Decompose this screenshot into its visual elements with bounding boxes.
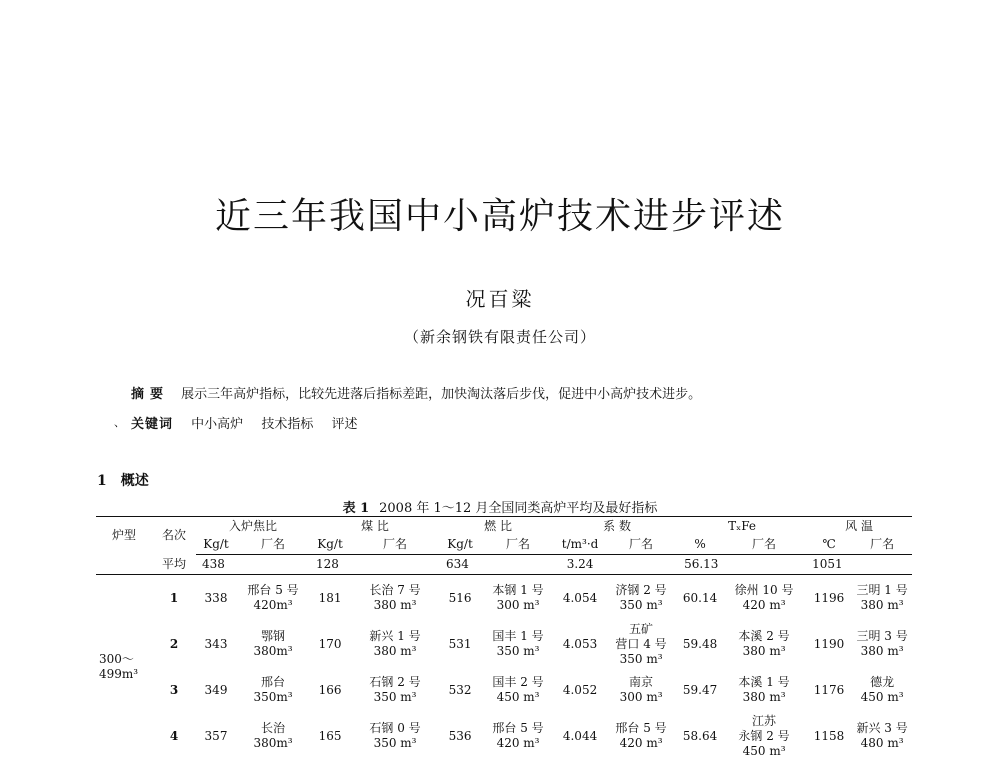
coef-plant: 邢台 5 号 420 m³ — [615, 721, 667, 750]
keyword-item: 中小高炉 — [191, 417, 244, 432]
subheader-plant: 厂名 — [852, 535, 912, 555]
tfe-value: 58.64 — [682, 728, 718, 743]
header-rank: 名次 — [152, 517, 196, 555]
header-coal-ratio: 煤 比 — [310, 517, 440, 536]
table-caption-text: 2008 年 1～12 月全国同类高炉平均及最好指标 — [379, 501, 658, 516]
rank-cell: 3 — [169, 682, 179, 697]
paper-title: 近三年我国中小高炉技术进步评述 — [214, 196, 785, 237]
coke-plant: 邢台 5 号 420m³ — [247, 583, 299, 612]
keyword-item: 评述 — [331, 417, 358, 432]
table-caption-id: 表 1 — [342, 501, 370, 516]
keywords-label: 关键词 — [131, 417, 174, 432]
stray-mark: 、 — [114, 416, 125, 429]
furnace-index-table — [96, 516, 912, 759]
coef-value: 4.054 — [562, 590, 598, 605]
subheader-unit: % — [678, 535, 722, 555]
average-coef: 3.24 — [556, 555, 604, 575]
table-caption — [0, 497, 1000, 516]
section-number: 1 — [97, 473, 107, 489]
coke-value: 357 — [204, 728, 228, 743]
subheader-unit: ℃ — [806, 535, 852, 555]
keyword-item: 技术指标 — [261, 417, 314, 432]
subheader-unit: Kg/t — [440, 535, 480, 555]
section-title: 概述 — [120, 473, 149, 489]
header-fuel-ratio: 燃 比 — [440, 517, 556, 536]
subheader-unit: Kg/t — [310, 535, 350, 555]
rank-cell: 1 — [169, 590, 179, 605]
blast-value: 1190 — [813, 636, 845, 651]
table-row — [96, 621, 912, 667]
average-fuel: 634 — [440, 555, 480, 575]
rank-cell: 4 — [169, 728, 179, 743]
average-row — [96, 555, 912, 575]
header-blast-temp: 风 温 — [806, 517, 912, 536]
blast-plant: 新兴 3 号 480 m³ — [856, 721, 908, 750]
blast-plant: 三明 3 号 380 m³ — [856, 629, 908, 658]
blast-value: 1196 — [813, 590, 845, 605]
tfe-value: 60.14 — [682, 590, 718, 605]
header-tfe: TₓFe — [678, 517, 806, 536]
table-row — [96, 713, 912, 759]
tfe-plant: 本溪 1 号 380 m³ — [738, 675, 790, 704]
subheader-plant: 厂名 — [236, 535, 310, 555]
average-label: 平均 — [152, 555, 196, 575]
fuel-plant: 邢台 5 号 420 m³ — [492, 721, 544, 750]
author-name: 况百粱 — [465, 287, 535, 311]
tfe-plant: 徐州 10 号 420 m³ — [734, 583, 794, 612]
abstract-text: 展示三年高炉指标，比较先进落后指标差距，加快淘汰落后步伐，促进中小高炉技术进步。 — [181, 387, 702, 402]
blast-value: 1158 — [813, 728, 845, 743]
table-row — [96, 667, 912, 713]
coal-plant: 新兴 1 号 380 m³ — [369, 629, 421, 658]
blast-plant: 三明 1 号 380 m³ — [856, 583, 908, 612]
fuel-plant: 国丰 1 号 350 m³ — [492, 629, 544, 658]
coke-value: 343 — [204, 636, 228, 651]
header-coefficient: 系 数 — [556, 517, 678, 536]
subheader-plant: 厂名 — [604, 535, 678, 555]
coke-plant: 邢台 350m³ — [253, 675, 293, 704]
abstract-label: 摘要 — [131, 387, 170, 402]
average-coke: 438 — [196, 555, 236, 575]
blast-value: 1176 — [813, 682, 845, 697]
tfe-plant: 江苏 永钢 2 号 450 m³ — [738, 713, 790, 758]
coal-value: 165 — [318, 728, 342, 743]
subheader-plant: 厂名 — [350, 535, 440, 555]
coal-value: 170 — [318, 636, 342, 651]
average-blast: 1051 — [806, 555, 852, 575]
header-furnace-type: 炉型 — [96, 517, 152, 555]
fuel-plant: 本钢 1 号 300 m³ — [492, 583, 544, 612]
section-heading — [97, 470, 149, 490]
coef-plant: 济钢 2 号 350 m³ — [615, 583, 667, 612]
coke-value: 349 — [204, 682, 228, 697]
blast-plant: 德龙 450 m³ — [860, 675, 904, 704]
keywords — [131, 413, 371, 432]
subheader-unit: t/m³·d — [556, 535, 604, 555]
table-row — [96, 575, 912, 622]
tfe-value: 59.48 — [682, 636, 718, 651]
coke-plant: 长治 380m³ — [253, 721, 293, 750]
fuel-value: 536 — [448, 728, 472, 743]
subheader-plant: 厂名 — [722, 535, 806, 555]
furnace-type-cell: 300～499m³ — [99, 652, 139, 681]
fuel-plant: 国丰 2 号 450 m³ — [492, 675, 544, 704]
coke-value: 338 — [204, 590, 228, 605]
coef-value: 4.044 — [562, 728, 598, 743]
subheader-plant: 厂名 — [480, 535, 556, 555]
coal-value: 181 — [318, 590, 342, 605]
rank-cell: 2 — [169, 636, 179, 651]
coke-plant: 鄂钢 380m³ — [253, 629, 293, 658]
fuel-value: 516 — [448, 590, 472, 605]
coef-value: 4.052 — [562, 682, 598, 697]
fuel-value: 532 — [448, 682, 472, 697]
coef-value: 4.053 — [562, 636, 598, 651]
coef-plant: 南京 300 m³ — [619, 675, 663, 704]
fuel-value: 531 — [448, 636, 472, 651]
affiliation: （新余钢铁有限责任公司） — [403, 328, 596, 346]
abstract — [131, 383, 701, 402]
average-tfe: 56.13 — [678, 555, 722, 575]
subheader-unit: Kg/t — [196, 535, 236, 555]
coal-plant: 长治 7 号 380 m³ — [369, 583, 421, 612]
coal-plant: 石钢 0 号 350 m³ — [369, 721, 421, 750]
coal-plant: 石钢 2 号 350 m³ — [369, 675, 421, 704]
tfe-value: 59.47 — [682, 682, 718, 697]
average-coal: 128 — [310, 555, 350, 575]
coal-value: 166 — [318, 682, 342, 697]
header-coke-ratio: 入炉焦比 — [196, 517, 310, 536]
coef-plant: 五矿 营口 4 号 350 m³ — [615, 621, 667, 666]
tfe-plant: 本溪 2 号 380 m³ — [738, 629, 790, 658]
